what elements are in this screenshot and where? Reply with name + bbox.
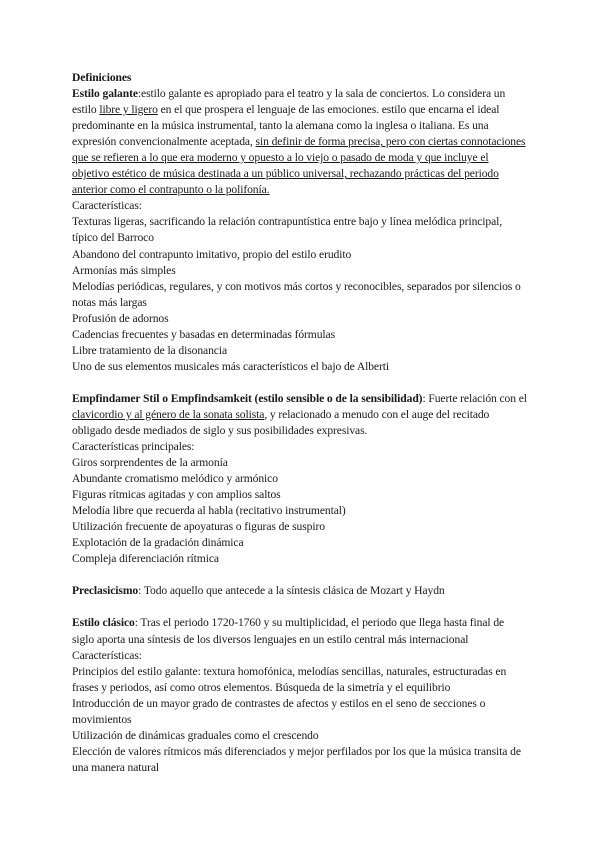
section-preclasicismo: [72, 583, 528, 599]
preclasicismo-term: Preclasicismo: [72, 584, 139, 598]
list-item: Elección de valores rítmicos más diferenciados y mejor perfilados por los que la música transita de una manera natural: [72, 744, 521, 774]
list-item: Armonías más simples: [72, 263, 176, 277]
document-page: [72, 70, 528, 776]
paragraph-gap: [72, 375, 528, 391]
paragraph-gap: [72, 599, 528, 615]
list-item: Melodía libre que recuerda al habla (recitativo instrumental): [72, 504, 346, 518]
list-item: Utilización frecuente de apoyaturas o figuras de suspiro: [72, 520, 325, 534]
list-item: Utilización de dinámicas graduales como el crescendo: [72, 728, 319, 742]
list-item: Introducción de un mayor grado de contrastes de afectos y estilos en el seno de secciones o movimientos: [72, 696, 486, 726]
section-empfindsamer-stil: [72, 391, 528, 568]
empfindsamer-term: Empfindamer Stil o Empfindsamkeit (estilo sensible o de la sensibilidad): [72, 391, 423, 405]
list-item: Figuras rítmicas agitadas y con amplios saltos: [72, 488, 281, 502]
clasico-definition: Estilo clásico: Tras el periodo 1720-1760 y su multiplicidad, el periodo que llega hasta final de siglo aporta una síntesis de los diversos lenguajes en un estilo central más internacional: [72, 616, 505, 646]
list-item: Profusión de adornos: [72, 311, 169, 325]
empfindsamer-definition: Empfindamer Stil o Empfindsamkeit (estilo sensible o de la sensibilidad): Fuerte relación con el clavicordio y al género de la sonata solista, y relacionado a menudo con el auge del recitado obligado desde mediados de siglo y sus posibilidades expresivas.: [72, 391, 527, 437]
list-item: Libre tratamiento de la disonancia: [72, 343, 227, 357]
galante-characteristics-label: Características:: [72, 199, 142, 213]
paragraph-gap: [72, 567, 528, 583]
document-heading: Definiciones: [72, 71, 132, 84]
list-item: Explotación de la gradación dinámica: [72, 536, 244, 550]
list-item: Compleja diferenciación rítmica: [72, 552, 219, 566]
list-item: Abundante cromatismo melódico y armónico: [72, 472, 278, 486]
list-item: Melodías periódicas, regulares, y con motivos más cortos y reconocibles, separados por silencios o notas más largas: [72, 279, 521, 309]
galante-term: Estilo galante: [72, 87, 138, 101]
list-item: Texturas ligeras, sacrificando la relación contrapuntística entre bajo y línea melódica principal, típico del Barroco: [72, 215, 503, 245]
section-estilo-clasico: [72, 615, 528, 775]
list-item: Uno de sus elementos musicales más característicos el bajo de Alberti: [72, 359, 389, 373]
clasico-characteristics-label: Características:: [72, 648, 142, 662]
list-item: Giros sorprendentes de la armonía: [72, 456, 228, 470]
preclasicismo-definition: Preclasicismo: Todo aquello que antecede a la síntesis clásica de Mozart y Haydn: [72, 584, 445, 598]
list-item: Principios del estilo galante: textura homofónica, melodías sencillas, naturales, estructuradas en frases y periodos, así como otros elementos. Búsqueda de la simetría y el equilibrio: [72, 664, 507, 694]
list-item: Cadencias frecuentes y basadas en determinadas fórmulas: [72, 327, 335, 341]
section-estilo-galante: [72, 86, 528, 375]
galante-definition: Estilo galante:estilo galante es apropiado para el teatro y la sala de conciertos. Lo considera un estilo libre y ligero en el que prospera el lenguaje de las emociones. estilo que encarna el ideal predominante en la música instrumental, tanto la alemana como la inglesa o italiana. Es una expresión convencionalmente aceptada, sin definir de forma precisa, pero con ciertas connotaciones que se refieren a lo que era moderno y opuesto a lo viejo o pasado de moda y que incluye el objetivo estético de música destinada a un público universal, rechazando prácticas del periodo anterior como el contrapunto o la polifonía.: [72, 87, 526, 197]
empfindsamer-characteristics-label: Características principales:: [72, 440, 195, 454]
clasico-term: Estilo clásico: [72, 616, 135, 630]
list-item: Abandono del contrapunto imitativo, propio del estilo erudito: [72, 247, 352, 261]
